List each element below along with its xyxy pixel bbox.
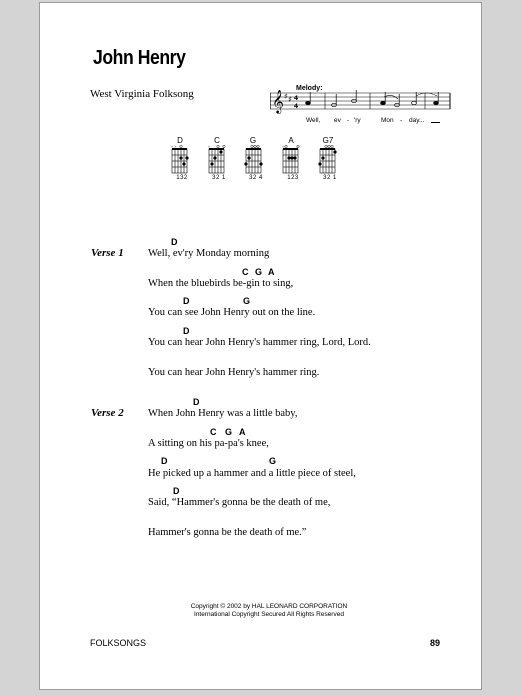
svg-text:𝄞: 𝄞	[272, 89, 284, 113]
verse-lyric-line: Said, “Hammer's gonna be the death of me,	[148, 497, 331, 508]
verse-lyric-line: Well, ev'ry Monday morning	[148, 248, 270, 259]
svg-text:×: ×	[282, 145, 285, 149]
melody-syllable: 'ry	[354, 117, 361, 124]
svg-text:× ×: × ×	[171, 145, 177, 149]
verse-chord: D	[193, 397, 200, 407]
svg-text:×: ×	[208, 145, 211, 149]
chord-diagram-name-c: C	[214, 136, 220, 145]
verse-chord: G	[255, 267, 263, 277]
melody-syllable: ev	[334, 117, 341, 124]
verse-chord: D	[171, 237, 178, 247]
verse-chord: D	[173, 486, 180, 496]
verse-lyric-line: He picked up a hammer and a little piece of steel,	[148, 468, 356, 479]
page-number: 89	[430, 638, 441, 648]
melody-syllable: Well,	[306, 117, 321, 124]
verse-chord: G	[243, 296, 251, 306]
chord-fingering-g7: 32 1	[323, 175, 337, 181]
verse-2-label: Verse 2	[91, 407, 124, 419]
song-subtitle: West Virginia Folksong	[90, 88, 194, 100]
svg-text:4: 4	[294, 103, 299, 110]
melisma-line	[431, 122, 440, 123]
verse-lyric-line: When John Henry was a little baby,	[148, 408, 298, 419]
verse-lyric-line: Hammer's gonna be the death of me.”	[148, 527, 307, 538]
chord-fingering-d: 132	[176, 175, 188, 181]
svg-text:4: 4	[294, 95, 299, 102]
verse-lyric-line: You can see John Henry out on the line.	[148, 307, 316, 318]
svg-text:♯: ♯	[288, 95, 292, 104]
sheet-page	[39, 2, 482, 690]
melody-syllable: -	[400, 117, 403, 124]
melody-staff	[270, 89, 452, 119]
chord-diagram-name-a: A	[288, 136, 294, 145]
verse-chord: C	[210, 427, 217, 437]
copyright-line-2: International Copyright Secured All Rights Reserved	[194, 611, 344, 618]
verse-chord: A	[268, 267, 275, 277]
chord-fingering-g: 32 4	[249, 175, 263, 181]
chord-diagram-name-d: D	[177, 136, 183, 145]
svg-text:♯: ♯	[284, 92, 288, 101]
chord-diagram-name-g7: G7	[322, 136, 334, 145]
chord-fingering-a: 123	[287, 175, 299, 181]
verse-lyric-line: A sitting on his pa-pa's knee,	[148, 438, 269, 449]
verse-lyric-line: You can hear John Henry's hammer ring.	[148, 367, 320, 378]
verse-chord: D	[183, 326, 190, 336]
melody-syllable: -	[347, 117, 350, 124]
verse-lyric-line: When the bluebirds be-gin to sing,	[148, 278, 294, 289]
verse-chord: A	[239, 427, 246, 437]
verse-chord: D	[183, 296, 190, 306]
melody-syllable: Mon	[381, 117, 394, 124]
melody-syllable: day...	[409, 117, 425, 124]
verse-lyric-line: You can hear John Henry's hammer ring, Lord, Lord.	[148, 337, 371, 348]
verse-1-label: Verse 1	[91, 247, 124, 259]
song-title: John Henry	[93, 47, 186, 69]
chord-diagram-grids	[168, 145, 398, 177]
melody-label: Melody:	[296, 85, 323, 92]
verse-chord: C	[242, 267, 249, 277]
footer-book-title: FOLKSONGS	[90, 638, 147, 648]
chord-diagram-name-g: G	[249, 136, 257, 145]
verse-chord: G	[269, 456, 277, 466]
copyright-line-1: Copyright © 2002 by HAL LEONARD CORPORATION	[190, 603, 348, 610]
chord-fingering-c: 32 1	[212, 175, 226, 181]
verse-chord: D	[161, 456, 168, 466]
verse-chord: G	[225, 427, 233, 437]
